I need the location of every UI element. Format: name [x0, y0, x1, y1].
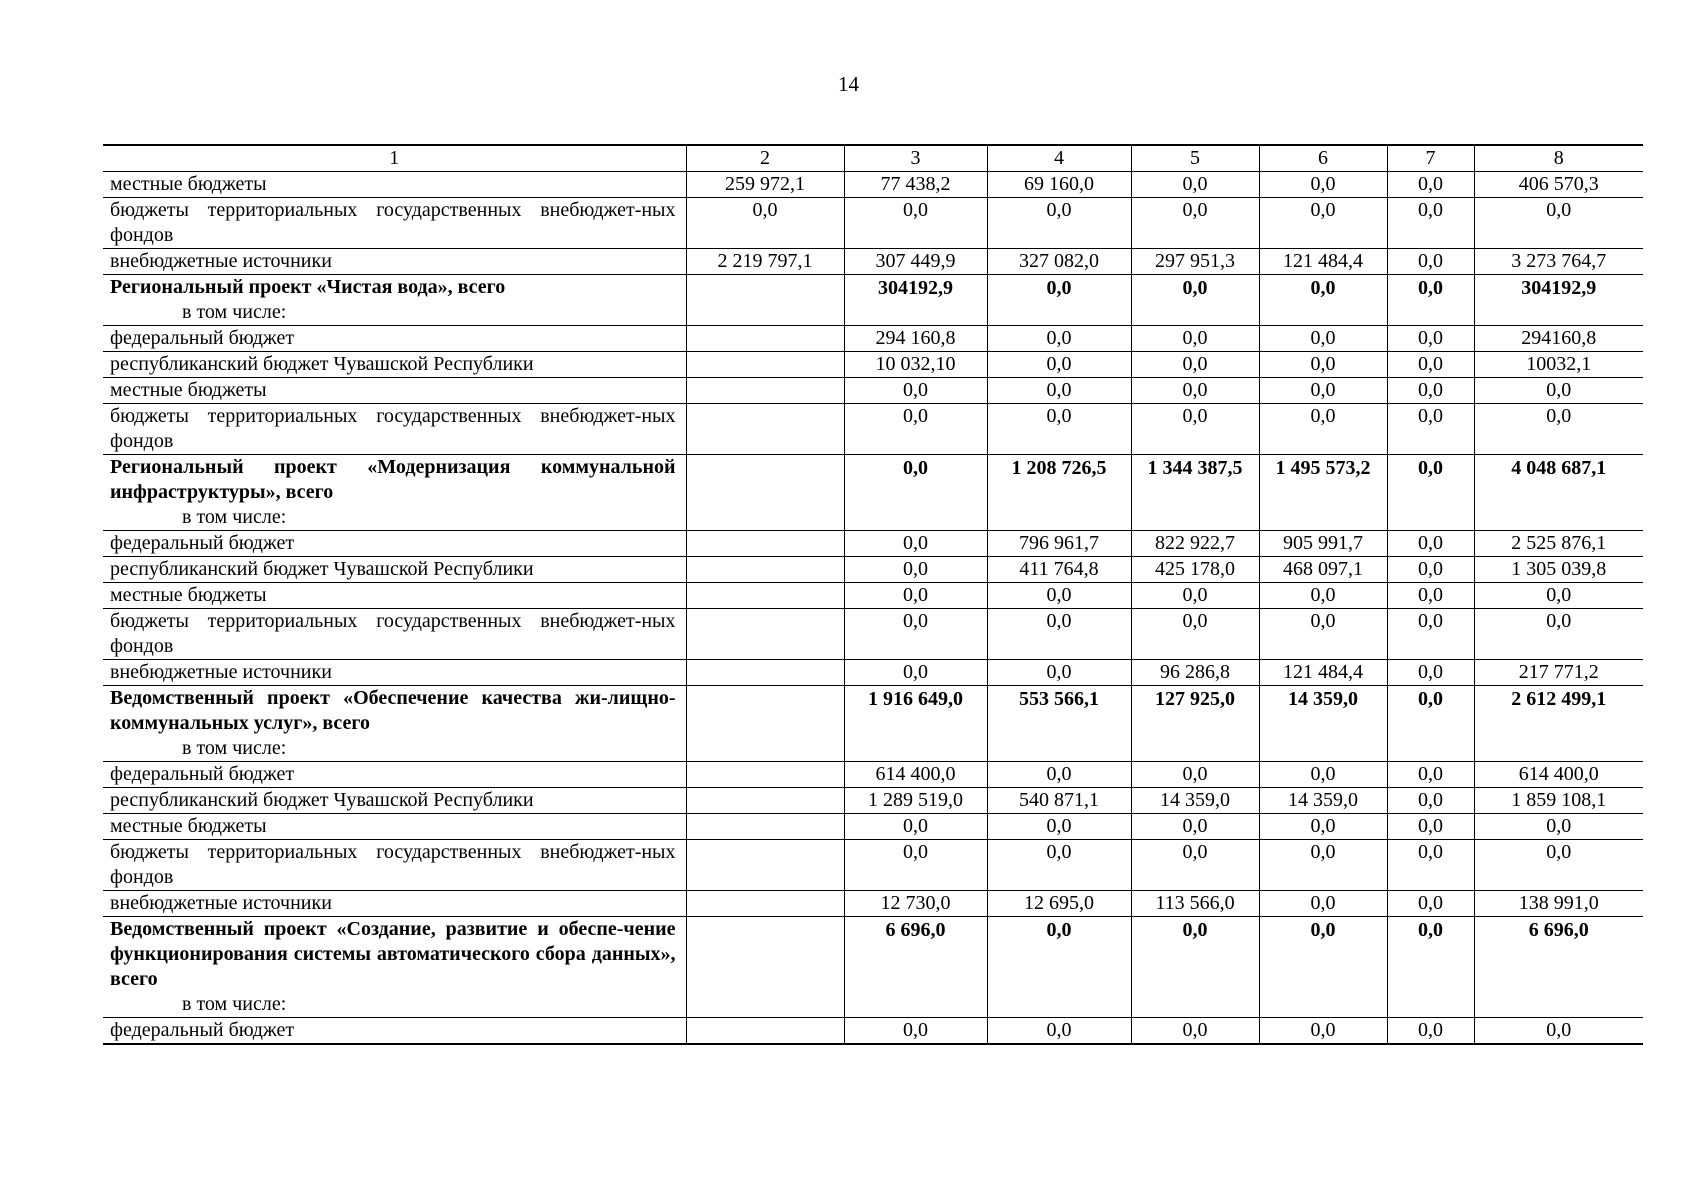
row-label-cell	[103, 404, 686, 455]
header-cell: 8	[1474, 145, 1643, 172]
value-cell: 0,0	[844, 455, 987, 531]
value-cell: 127 925,0	[1131, 686, 1259, 762]
table-row	[103, 891, 1643, 917]
value-cell: 113 566,0	[1131, 891, 1259, 917]
row-label: республиканский бюджет Чувашской Республики	[110, 558, 534, 580]
value-cell: 1 859 108,1	[1474, 788, 1643, 814]
value-cell: 0,0	[1387, 378, 1474, 404]
value-cell: 0,0	[1387, 917, 1474, 1018]
row-label-cell	[103, 326, 686, 352]
value-cell	[686, 762, 844, 788]
value-cell: 0,0	[1387, 531, 1474, 557]
value-cell: 0,0	[1474, 378, 1643, 404]
value-cell: 0,0	[1474, 583, 1643, 609]
row-label-cell	[103, 840, 686, 891]
value-cell: 2 219 797,1	[686, 249, 844, 275]
row-label-cell	[103, 609, 686, 660]
table-row	[103, 326, 1643, 352]
value-cell: 0,0	[1131, 583, 1259, 609]
value-cell: 0,0	[1474, 840, 1643, 891]
value-cell: 614 400,0	[1474, 762, 1643, 788]
row-label-cell	[103, 249, 686, 275]
value-cell	[686, 583, 844, 609]
row-label: федеральный бюджет	[110, 1019, 295, 1041]
row-label-cell	[103, 762, 686, 788]
value-cell: 0,0	[1131, 198, 1259, 249]
row-label: бюджеты территориальных государственных внебюджет-ных фондов	[110, 841, 676, 888]
row-label-cell	[103, 275, 686, 326]
value-cell: 0,0	[987, 609, 1131, 660]
value-cell: 0,0	[1131, 762, 1259, 788]
row-label: Региональный проект «Модернизация коммунальной инфраструктуры», всего	[110, 456, 676, 503]
row-label: Региональный проект «Чистая вода», всего	[110, 276, 506, 298]
value-cell: 0,0	[1131, 1018, 1259, 1045]
value-cell: 96 286,8	[1131, 660, 1259, 686]
value-cell	[686, 531, 844, 557]
value-cell: 0,0	[987, 814, 1131, 840]
row-label: республиканский бюджет Чувашской Республики	[110, 789, 534, 811]
value-cell: 10032,1	[1474, 352, 1643, 378]
value-cell: 217 771,2	[1474, 660, 1643, 686]
table-body	[103, 145, 1643, 1044]
value-cell: 796 961,7	[987, 531, 1131, 557]
table-row	[103, 404, 1643, 455]
value-cell: 10 032,10	[844, 352, 987, 378]
value-cell: 0,0	[844, 814, 987, 840]
value-cell: 0,0	[987, 583, 1131, 609]
value-cell	[686, 404, 844, 455]
value-cell: 77 438,2	[844, 172, 987, 198]
value-cell: 0,0	[1259, 583, 1387, 609]
table-row	[103, 609, 1643, 660]
project-row	[103, 686, 1643, 762]
value-cell: 0,0	[987, 326, 1131, 352]
header-cell: 5	[1131, 145, 1259, 172]
row-label-cell	[103, 660, 686, 686]
value-cell: 0,0	[1131, 275, 1259, 326]
row-label-cell	[103, 557, 686, 583]
value-cell: 0,0	[1259, 198, 1387, 249]
value-cell	[686, 840, 844, 891]
value-cell: 259 972,1	[686, 172, 844, 198]
value-cell: 3 273 764,7	[1474, 249, 1643, 275]
value-cell: 0,0	[1259, 609, 1387, 660]
value-cell: 822 922,7	[1131, 531, 1259, 557]
value-cell: 327 082,0	[987, 249, 1131, 275]
row-label-cell	[103, 378, 686, 404]
value-cell: 0,0	[987, 762, 1131, 788]
value-cell: 294160,8	[1474, 326, 1643, 352]
row-label: местные бюджеты	[110, 815, 267, 837]
value-cell: 0,0	[987, 378, 1131, 404]
value-cell: 0,0	[1387, 814, 1474, 840]
value-cell: 0,0	[686, 198, 844, 249]
value-cell: 0,0	[1387, 788, 1474, 814]
value-cell	[686, 1018, 844, 1045]
value-cell: 468 097,1	[1259, 557, 1387, 583]
row-label: внебюджетные источники	[110, 250, 332, 272]
value-cell: 0,0	[1259, 378, 1387, 404]
value-cell: 614 400,0	[844, 762, 987, 788]
value-cell: 0,0	[1131, 378, 1259, 404]
header-cell: 1	[103, 145, 686, 172]
table-row	[103, 1018, 1643, 1045]
header-cell: 2	[686, 145, 844, 172]
value-cell: 0,0	[1387, 249, 1474, 275]
value-cell: 138 991,0	[1474, 891, 1643, 917]
table-row	[103, 840, 1643, 891]
header-cell: 4	[987, 145, 1131, 172]
value-cell: 0,0	[844, 609, 987, 660]
row-label-cell	[103, 917, 686, 1018]
value-cell: 0,0	[1131, 840, 1259, 891]
value-cell: 294 160,8	[844, 326, 987, 352]
value-cell: 0,0	[1474, 198, 1643, 249]
row-label: Ведомственный проект «Создание, развитие и обеспе-чение функционирования системы автоматического сбора данных», всего	[110, 918, 676, 990]
table-row	[103, 788, 1643, 814]
row-label-cell	[103, 686, 686, 762]
row-label: внебюджетные источники	[110, 661, 332, 683]
value-cell: 0,0	[1387, 557, 1474, 583]
row-label-cell	[103, 172, 686, 198]
value-cell	[686, 326, 844, 352]
value-cell: 1 289 519,0	[844, 788, 987, 814]
value-cell: 297 951,3	[1131, 249, 1259, 275]
value-cell	[686, 455, 844, 531]
value-cell	[686, 609, 844, 660]
table-row	[103, 352, 1643, 378]
row-label: Ведомственный проект «Обеспечение качества жи-лищно-коммунальных услуг», всего	[110, 687, 676, 734]
value-cell	[686, 917, 844, 1018]
value-cell: 540 871,1	[987, 788, 1131, 814]
value-cell	[686, 814, 844, 840]
value-cell: 0,0	[1387, 583, 1474, 609]
value-cell: 0,0	[1131, 814, 1259, 840]
value-cell: 0,0	[1387, 404, 1474, 455]
value-cell: 0,0	[1259, 275, 1387, 326]
value-cell: 0,0	[1259, 814, 1387, 840]
value-cell: 2 525 876,1	[1474, 531, 1643, 557]
value-cell: 0,0	[1474, 404, 1643, 455]
table-row	[103, 762, 1643, 788]
row-label-cell	[103, 788, 686, 814]
value-cell: 0,0	[1131, 352, 1259, 378]
value-cell: 0,0	[1387, 840, 1474, 891]
value-cell: 0,0	[1387, 275, 1474, 326]
value-cell: 0,0	[987, 917, 1131, 1018]
row-label: бюджеты территориальных государственных внебюджет-ных фондов	[110, 405, 676, 452]
row-label-cell	[103, 891, 686, 917]
value-cell: 0,0	[1131, 609, 1259, 660]
value-cell: 0,0	[1387, 1018, 1474, 1045]
value-cell: 0,0	[844, 531, 987, 557]
value-cell: 2 612 499,1	[1474, 686, 1643, 762]
value-cell: 0,0	[1259, 917, 1387, 1018]
value-cell: 0,0	[1387, 660, 1474, 686]
value-cell	[686, 891, 844, 917]
value-cell: 0,0	[987, 352, 1131, 378]
value-cell: 411 764,8	[987, 557, 1131, 583]
value-cell: 0,0	[1131, 404, 1259, 455]
row-label-cell	[103, 352, 686, 378]
value-cell: 121 484,4	[1259, 660, 1387, 686]
value-cell: 0,0	[1259, 1018, 1387, 1045]
table-row	[103, 249, 1643, 275]
row-label: местные бюджеты	[110, 584, 267, 606]
value-cell: 1 208 726,5	[987, 455, 1131, 531]
value-cell: 0,0	[1387, 891, 1474, 917]
value-cell: 12 730,0	[844, 891, 987, 917]
value-cell	[686, 788, 844, 814]
value-cell: 6 696,0	[844, 917, 987, 1018]
row-label: бюджеты территориальных государственных внебюджет-ных фондов	[110, 610, 676, 657]
row-label: внебюджетные источники	[110, 892, 332, 914]
value-cell: 14 359,0	[1131, 788, 1259, 814]
row-label: федеральный бюджет	[110, 327, 295, 349]
table-row	[103, 531, 1643, 557]
value-cell: 0,0	[987, 404, 1131, 455]
value-cell: 0,0	[844, 198, 987, 249]
value-cell: 0,0	[1474, 1018, 1643, 1045]
value-cell: 0,0	[844, 840, 987, 891]
value-cell: 425 178,0	[1131, 557, 1259, 583]
row-label: местные бюджеты	[110, 379, 267, 401]
row-label: республиканский бюджет Чувашской Республики	[110, 353, 534, 375]
value-cell: 304192,9	[1474, 275, 1643, 326]
value-cell: 307 449,9	[844, 249, 987, 275]
value-cell: 0,0	[987, 198, 1131, 249]
value-cell	[686, 686, 844, 762]
row-sublabel: в том числе:	[182, 506, 287, 528]
value-cell: 0,0	[987, 1018, 1131, 1045]
value-cell	[686, 352, 844, 378]
value-cell: 0,0	[1387, 326, 1474, 352]
value-cell: 0,0	[1259, 172, 1387, 198]
value-cell: 0,0	[1474, 609, 1643, 660]
value-cell: 0,0	[1387, 198, 1474, 249]
table-row	[103, 557, 1643, 583]
value-cell: 0,0	[1259, 326, 1387, 352]
value-cell: 1 344 387,5	[1131, 455, 1259, 531]
row-sublabel: в том числе:	[182, 737, 287, 759]
value-cell: 0,0	[1474, 814, 1643, 840]
value-cell: 905 991,7	[1259, 531, 1387, 557]
value-cell: 69 160,0	[987, 172, 1131, 198]
table-row	[103, 583, 1643, 609]
row-label: федеральный бюджет	[110, 763, 295, 785]
value-cell: 0,0	[1259, 404, 1387, 455]
value-cell: 0,0	[987, 660, 1131, 686]
value-cell: 0,0	[844, 1018, 987, 1045]
budget-table	[103, 144, 1643, 1045]
value-cell: 553 566,1	[987, 686, 1131, 762]
row-label-cell	[103, 814, 686, 840]
table-row	[103, 378, 1643, 404]
value-cell: 0,0	[1387, 455, 1474, 531]
value-cell: 0,0	[1259, 891, 1387, 917]
value-cell: 0,0	[1131, 326, 1259, 352]
value-cell: 1 495 573,2	[1259, 455, 1387, 531]
value-cell: 0,0	[844, 404, 987, 455]
table-row	[103, 198, 1643, 249]
value-cell: 0,0	[1131, 917, 1259, 1018]
value-cell: 14 359,0	[1259, 686, 1387, 762]
header-row	[103, 145, 1643, 172]
header-cell: 3	[844, 145, 987, 172]
value-cell: 0,0	[1387, 686, 1474, 762]
value-cell: 0,0	[1259, 352, 1387, 378]
value-cell: 6 696,0	[1474, 917, 1643, 1018]
row-sublabel: в том числе:	[182, 301, 287, 323]
row-label-cell	[103, 1018, 686, 1045]
row-label-cell	[103, 531, 686, 557]
table-row	[103, 814, 1643, 840]
value-cell: 0,0	[1259, 762, 1387, 788]
page-number: 14	[838, 72, 859, 96]
value-cell: 0,0	[1259, 840, 1387, 891]
value-cell: 304192,9	[844, 275, 987, 326]
value-cell: 0,0	[1387, 352, 1474, 378]
row-label-cell	[103, 583, 686, 609]
value-cell: 0,0	[987, 840, 1131, 891]
header-cell: 6	[1259, 145, 1387, 172]
value-cell: 0,0	[1387, 172, 1474, 198]
row-sublabel: в том числе:	[182, 993, 287, 1015]
table-row	[103, 660, 1643, 686]
row-label: местные бюджеты	[110, 173, 267, 195]
value-cell	[686, 557, 844, 583]
value-cell: 1 916 649,0	[844, 686, 987, 762]
value-cell: 1 305 039,8	[1474, 557, 1643, 583]
value-cell: 0,0	[844, 557, 987, 583]
row-label: федеральный бюджет	[110, 532, 295, 554]
header-cell: 7	[1387, 145, 1474, 172]
value-cell: 14 359,0	[1259, 788, 1387, 814]
row-label-cell	[103, 198, 686, 249]
project-row	[103, 455, 1643, 531]
value-cell: 121 484,4	[1259, 249, 1387, 275]
row-label-cell	[103, 455, 686, 531]
value-cell: 0,0	[987, 275, 1131, 326]
value-cell: 0,0	[1387, 762, 1474, 788]
value-cell: 0,0	[844, 378, 987, 404]
value-cell: 12 695,0	[987, 891, 1131, 917]
project-row	[103, 917, 1643, 1018]
project-row	[103, 275, 1643, 326]
table-row	[103, 172, 1643, 198]
value-cell: 0,0	[1387, 609, 1474, 660]
value-cell: 0,0	[1131, 172, 1259, 198]
value-cell	[686, 378, 844, 404]
value-cell	[686, 275, 844, 326]
value-cell: 4 048 687,1	[1474, 455, 1643, 531]
value-cell: 0,0	[844, 660, 987, 686]
row-label: бюджеты территориальных государственных внебюджет-ных фондов	[110, 199, 676, 246]
value-cell: 406 570,3	[1474, 172, 1643, 198]
value-cell: 0,0	[844, 583, 987, 609]
value-cell	[686, 660, 844, 686]
